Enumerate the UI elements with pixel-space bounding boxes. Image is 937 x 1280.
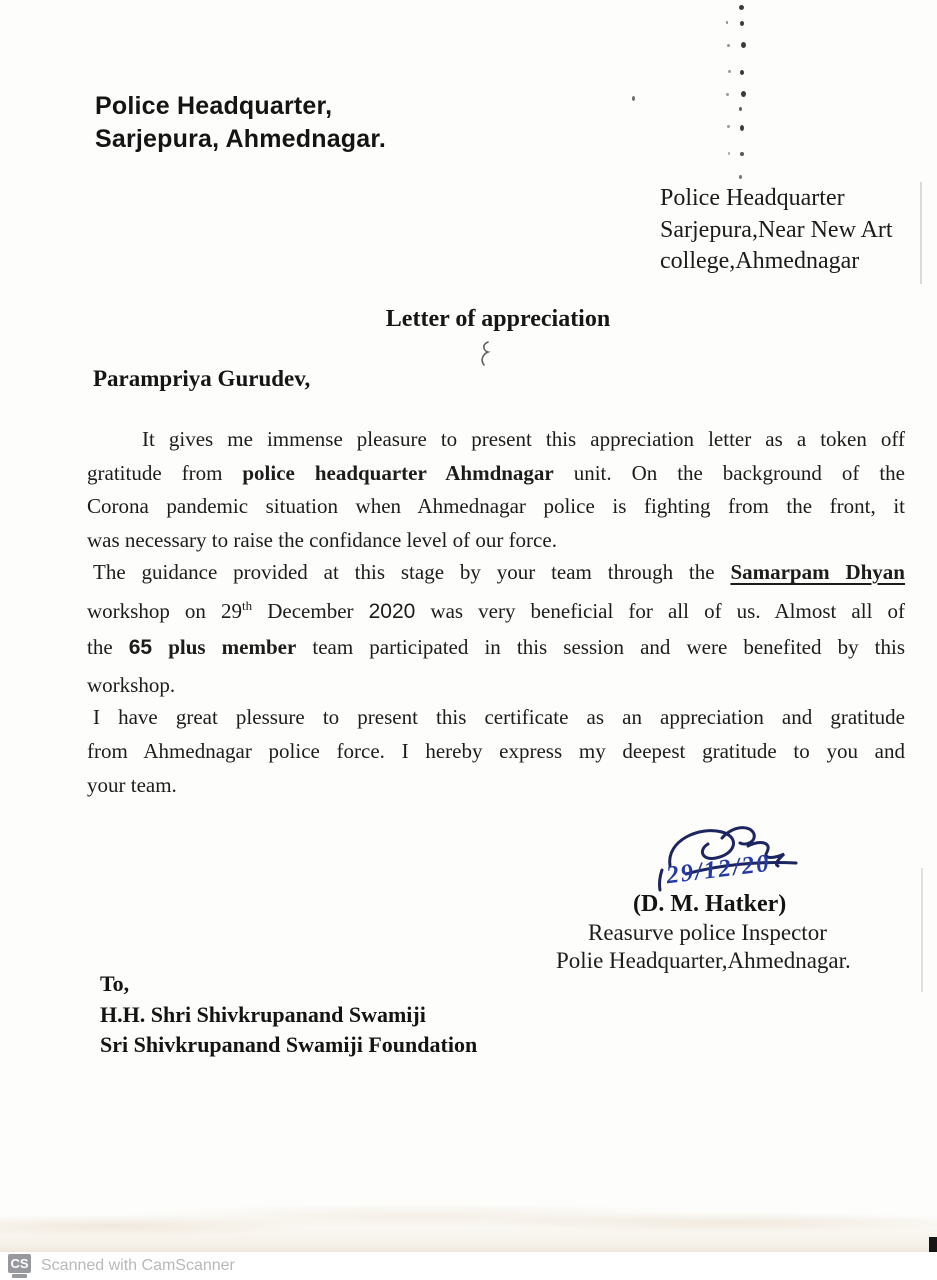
recipient-label: To, — [100, 971, 130, 996]
signatory-office: Polie Headquarter,Ahmednagar. — [556, 948, 851, 973]
handwritten-date: 29/12/20 — [664, 849, 773, 890]
body-text-line: gratitude from police headquarter Ahmdnagar unit. On the background of the — [87, 460, 905, 485]
salutation: Parampriya Gurudev, — [93, 366, 311, 391]
body-text-line: workshop. — [87, 672, 176, 697]
body-text-line: It gives me immense pleasure to present this appreciation letter as a token off — [142, 427, 905, 451]
body-text-line: from Ahmednagar police force. I hereby express my deepest gratitude to you and — [87, 739, 905, 763]
letterhead-line2: Sarjepura, Ahmednagar. — [95, 125, 387, 153]
paragraph-1 — [87, 427, 905, 561]
body-text-line: your team. — [87, 773, 177, 797]
camscanner-logo-icon: CS — [8, 1254, 31, 1273]
page-fold-line — [921, 868, 923, 992]
camscanner-badge — [8, 1254, 31, 1278]
letterhead — [95, 90, 386, 156]
body-text-line: was necessary to raise the confidance level of our force. — [87, 527, 557, 552]
signatory-name: (D. M. Hatker) — [633, 891, 787, 917]
scan-bottom-mottling — [0, 1186, 937, 1252]
body-text-line: workshop on 29th December 2020 was very beneficial for all of us. Almost all of — [87, 597, 905, 623]
ink-squiggle-mark — [477, 340, 495, 367]
sender-address-line: Sarjepura,Near New Art — [660, 216, 893, 243]
page-fold-line — [920, 182, 922, 284]
letterhead-line1: Police Headquarter, — [95, 92, 333, 120]
sender-address-line: Police Headquarter — [660, 185, 845, 211]
signatory-role: Reasurve police Inspector — [588, 920, 827, 945]
recipient-line: H.H. Shri Shivkrupanand Swamiji — [100, 1001, 426, 1027]
body-text-line: Corona pandemic situation when Ahmednagar police is fighting from the front, it — [87, 494, 905, 518]
body-text-line: I have great plessure to present this certificate as an appreciation and gratitude — [93, 705, 905, 729]
camscanner-logo-tab — [12, 1274, 27, 1278]
body-text-line: The guidance provided at this stage by your team through the Samarpam Dhyan — [93, 560, 905, 584]
sender-address-line: college,Ahmednagar — [660, 248, 860, 274]
recipient-block — [100, 969, 477, 1061]
letter-title: Letter of appreciation — [385, 306, 611, 332]
recipient-line: Sri Shivkrupanand Swamiji Foundation — [100, 1032, 478, 1057]
paragraph-3 — [87, 705, 905, 807]
paragraph-2 — [87, 560, 905, 710]
sender-address — [660, 183, 893, 278]
body-text-line: the 65 plus member team participated in this session and were benefited by this — [87, 635, 905, 659]
camscanner-text: Scanned with CamScanner — [41, 1257, 235, 1274]
camscanner-watermark — [0, 1252, 937, 1280]
